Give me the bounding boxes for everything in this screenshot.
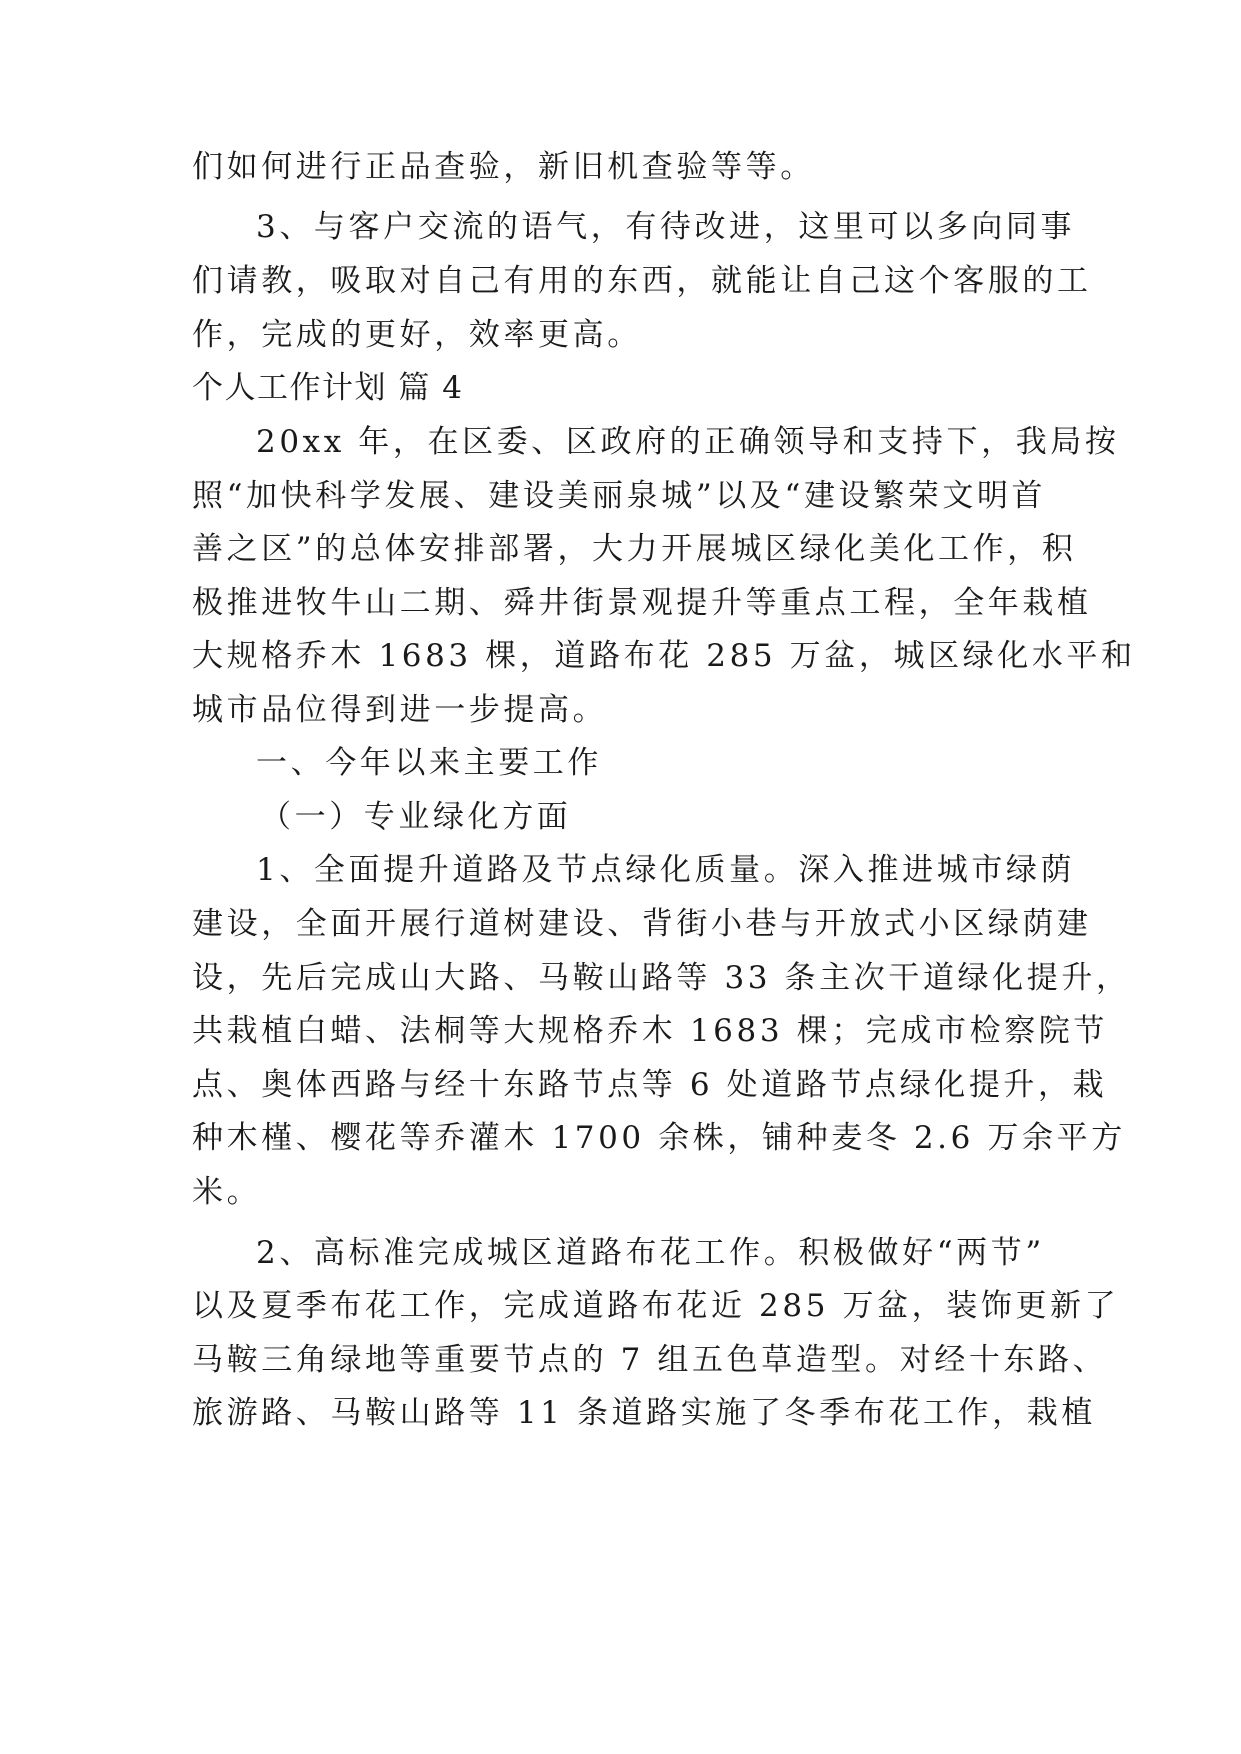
body-line: 20xx 年，在区委、区政府的正确领导和支持下，我局按: [256, 424, 1120, 460]
body-line: 旅游路、马鞍山路等 11 条道路实施了冬季布花工作，栽植: [192, 1395, 1096, 1431]
body-line: 城市品位得到进一步提高。: [192, 692, 608, 728]
body-line: 建设，全面开展行道树建设、背街小巷与开放式小区绿荫建: [192, 906, 1092, 942]
body-line: 以及夏季布花工作，完成道路布花近 285 万盆，装饰更新了: [192, 1288, 1120, 1324]
subheading: （一）专业绿化方面: [260, 799, 572, 835]
body-line: 大规格乔木 1683 棵，道路布花 285 万盆，城区绿化水平和: [192, 638, 1136, 674]
body-line: 作，完成的更好，效率更高。: [192, 317, 642, 353]
body-line: 设，先后完成山大路、马鞍山路等 33 条主次干道绿化提升，: [192, 960, 1131, 996]
body-line: 种木槿、樱花等乔灌木 1700 余株，铺种麦冬 2.6 万余平方: [192, 1120, 1126, 1156]
body-line: 共栽植白蜡、法桐等大规格乔木 1683 棵；完成市检察院节: [192, 1013, 1108, 1049]
body-line: 马鞍三角绿地等重要节点的 7 组五色草造型。对经十东路、: [192, 1342, 1108, 1378]
body-line: 善之区”的总体安排部署，大力开展城区绿化美化工作，积: [192, 531, 1077, 567]
subheading: 一、今年以来主要工作: [256, 745, 602, 781]
body-line: 米。: [192, 1174, 262, 1210]
body-line: 们如何进行正品查验，新旧机查验等等。: [192, 149, 815, 185]
body-line: 3、与客户交流的语气，有待改进，这里可以多向同事: [256, 209, 1076, 245]
body-line: 们请教，吸取对自己有用的东西，就能让自己这个客服的工: [192, 263, 1092, 299]
body-line: 2、高标准完成城区道路布花工作。积极做好“两节”: [256, 1235, 1045, 1271]
body-line: 照“加快科学发展、建设美丽泉城”以及“建设繁荣文明首: [192, 478, 1047, 514]
body-line: 点、奥体西路与经十东路节点等 6 处道路节点绿化提升，栽: [192, 1067, 1108, 1103]
body-line: 极推进牧牛山二期、舜井街景观提升等重点工程，全年栽植: [192, 585, 1092, 621]
body-line: 1、全面提升道路及节点绿化质量。深入推进城市绿荫: [256, 852, 1076, 888]
section-heading: 个人工作计划 篇 4: [192, 370, 464, 406]
